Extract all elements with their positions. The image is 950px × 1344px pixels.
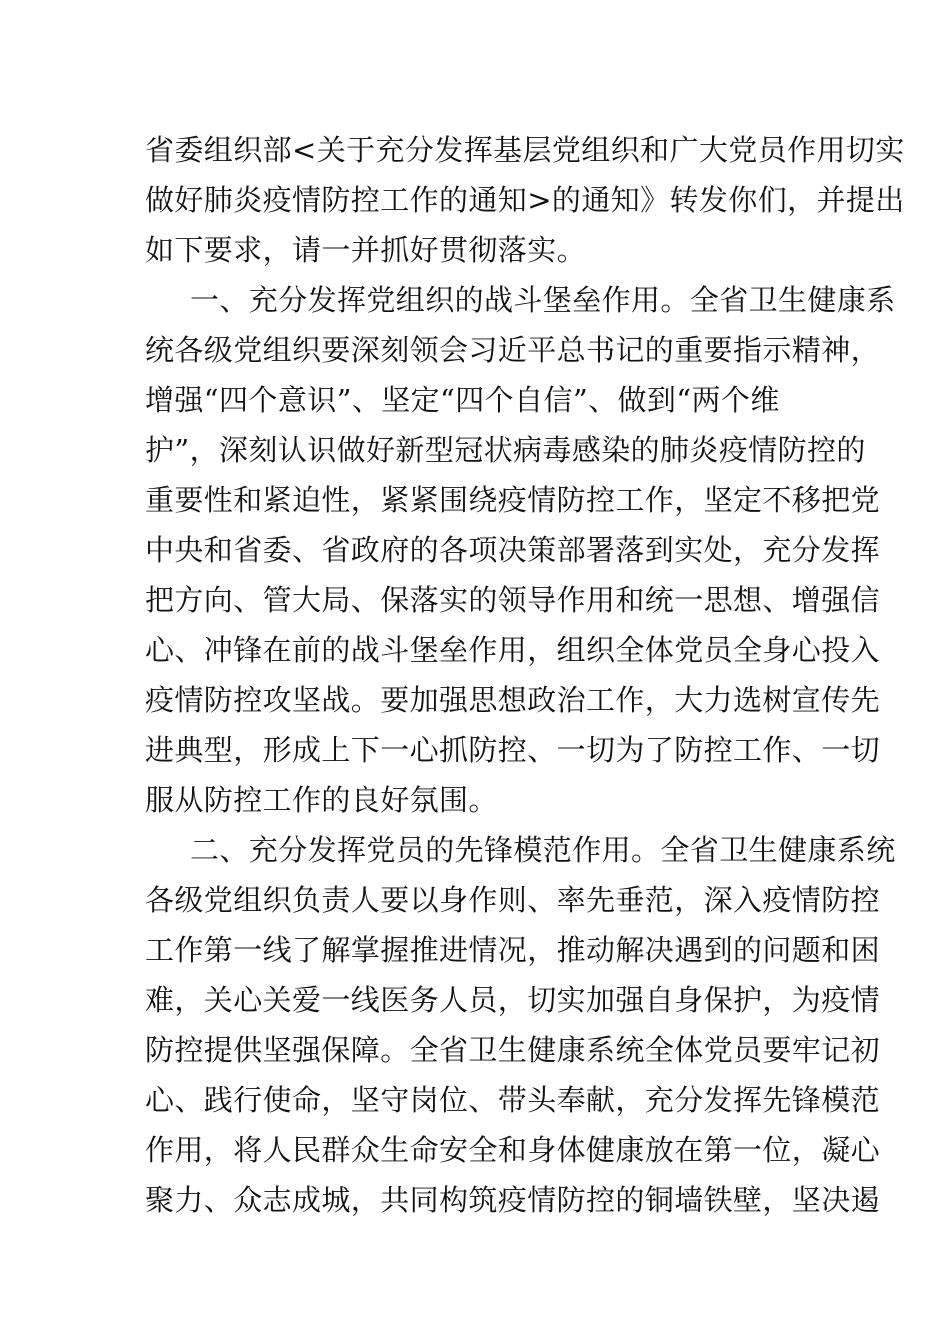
text-line: 如下要求，请一并抓好贯彻落实。: [145, 233, 587, 267]
text-line: 难，关心关爱一线医务人员，切实加强自身保护，为疫情: [145, 983, 881, 1017]
text-line: 服从防控工作的良好氛围。: [145, 783, 498, 817]
text-line: 心、践行使命，坚守岗位、带头奉献，充分发挥先锋模范: [145, 1083, 881, 1117]
section-two-heading-line: 二、充分发挥党员的先锋模范作用。全省卫生健康系统: [190, 833, 896, 867]
text-line: 省委组织部<关于充分发挥基层党组织和广大党员作用切实: [145, 133, 905, 167]
text-line: 把方向、管大局、保落实的领导作用和统一思想、增强信: [145, 583, 881, 617]
text-line: 各级党组织负责人要以身作则、率先垂范，深入疫情防控: [145, 883, 881, 917]
text-line: 心、冲锋在前的战斗堡垒作用，组织全体党员全身心投入: [145, 633, 881, 667]
text-line: 重要性和紧迫性，紧紧围绕疫情防控工作，坚定不移把党: [145, 483, 881, 517]
document-body: [145, 125, 905, 1225]
text-line: 中央和省委、省政府的各项决策部署落到实处，充分发挥: [145, 533, 881, 567]
text-line: 增强“四个意识”、坚定“四个自信”、做到“两个维: [145, 383, 780, 417]
text-line: 做好肺炎疫情防控工作的通知>的通知》转发你们，并提出: [145, 183, 905, 217]
text-line: 进典型，形成上下一心抓防控、一切为了防控工作、一切: [145, 733, 881, 767]
section-one-heading-line: 一、充分发挥党组织的战斗堡垒作用。全省卫生健康系: [190, 283, 896, 317]
text-line: 疫情防控攻坚战。要加强思想政治工作，大力选树宣传先: [145, 683, 881, 717]
text-line: 统各级党组织要深刻领会习近平总书记的重要指示精神，: [145, 333, 881, 367]
text-line: 工作第一线了解掌握推进情况，推动解决遇到的问题和困: [145, 933, 881, 967]
text-line: 护”，深刻认识做好新型冠状病毒感染的肺炎疫情防控的: [145, 433, 866, 467]
text-line: 聚力、众志成城，共同构筑疫情防控的铜墙铁壁，坚决遏: [145, 1183, 881, 1217]
text-line: 作用，将人民群众生命安全和身体健康放在第一位，凝心: [145, 1133, 881, 1167]
text-line: 防控提供坚强保障。全省卫生健康系统全体党员要牢记初: [145, 1033, 881, 1067]
